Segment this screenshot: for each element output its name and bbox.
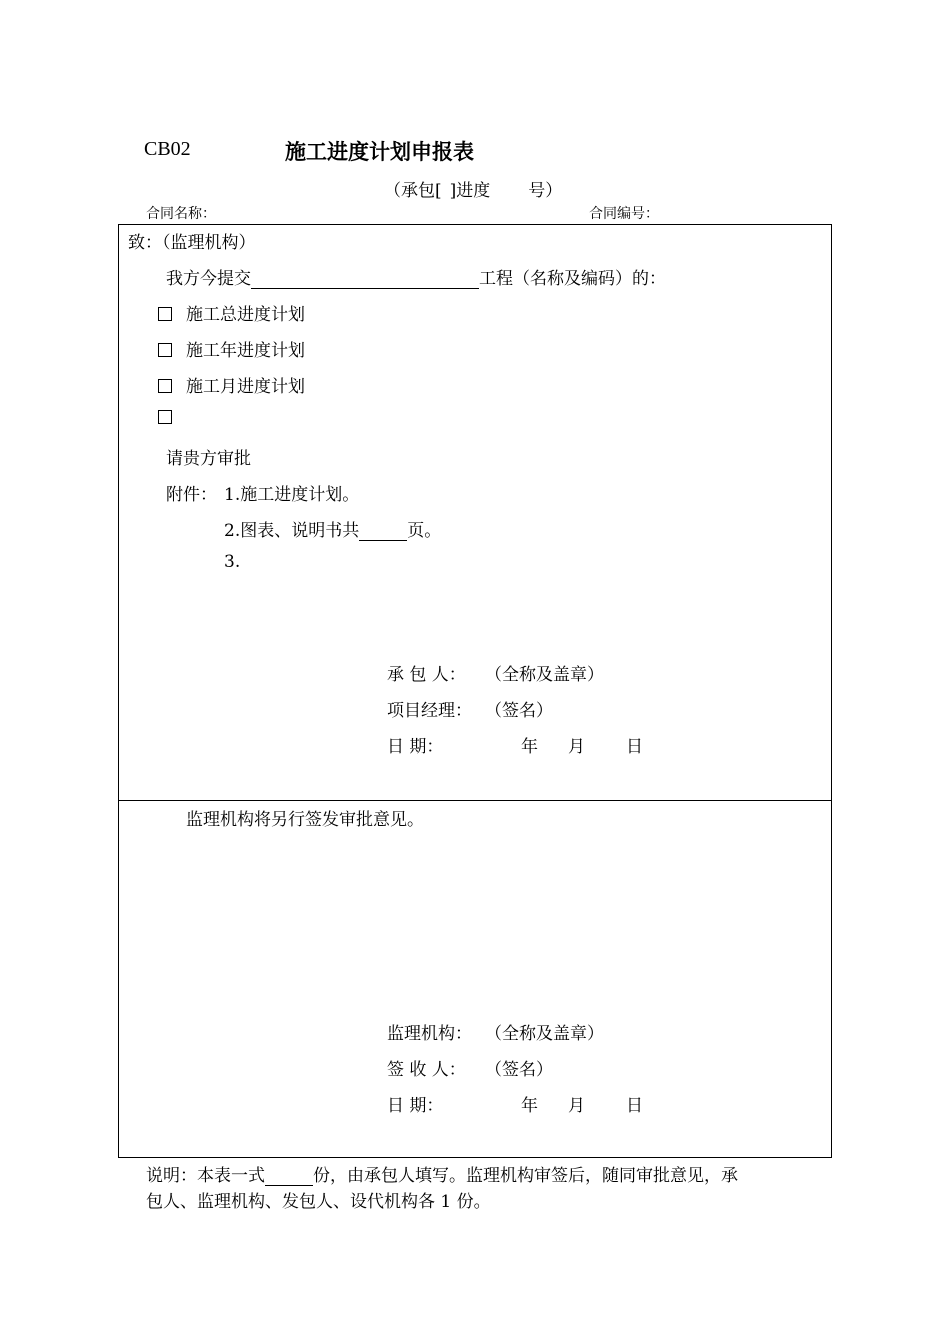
receiver-label: 签 收 人： xyxy=(387,1060,466,1080)
contract-no-label: 合同编号： xyxy=(589,206,659,222)
subtitle-mid: ]进度 xyxy=(449,181,491,201)
option-label: 施工总进度计划 xyxy=(186,305,305,325)
date-day: 日 xyxy=(626,737,643,757)
checkbox-icon[interactable] xyxy=(158,379,172,393)
receiver-value: （签名） xyxy=(485,1060,553,1080)
contract-name-label: 合同名称： xyxy=(146,206,216,222)
attachment-1: 1.施工进度计划。 xyxy=(224,485,360,505)
note-line-1 xyxy=(146,1161,738,1186)
checkbox-icon[interactable] xyxy=(158,410,172,424)
project-name-field[interactable] xyxy=(251,271,479,289)
attachment-label: 附件： xyxy=(166,485,217,505)
subtitle-suffix: 号） xyxy=(528,181,563,201)
option-row[interactable] xyxy=(158,408,186,428)
note-line-2: 包人、监理机构、发包人、设代机构各 1 份。 xyxy=(146,1192,491,1212)
form-subtitle xyxy=(384,176,562,201)
review-opinion: 监理机构将另行签发审批意见。 xyxy=(186,810,424,830)
date-label: 日 期： xyxy=(387,1096,444,1116)
supervisor-label: 监理机构： xyxy=(387,1024,472,1044)
to-label: 致：（监理机构） xyxy=(128,233,256,253)
form-code: CB02 xyxy=(144,138,191,160)
form-title: 施工进度计划申报表 xyxy=(285,139,474,164)
option-label: 施工月进度计划 xyxy=(186,377,305,397)
option-row[interactable] xyxy=(158,372,305,397)
date-year: 年 xyxy=(521,1096,538,1116)
attachment-2-prefix: 2.图表、说明书共 xyxy=(224,521,360,541)
date-month: 月 xyxy=(568,1096,585,1116)
date-year: 年 xyxy=(521,737,538,757)
date-label: 日 期： xyxy=(387,737,444,757)
manager-label: 项目经理： xyxy=(387,701,472,721)
manager-value: （签名） xyxy=(485,701,553,721)
supervisor-value: （全称及盖章） xyxy=(485,1024,604,1044)
attachment-3: 3. xyxy=(224,552,241,572)
request-text: 请贵方审批 xyxy=(166,449,251,469)
submit-prefix: 我方今提交 xyxy=(166,269,251,289)
checkbox-icon[interactable] xyxy=(158,307,172,321)
contractor-label: 承 包 人： xyxy=(387,665,466,685)
submit-line xyxy=(166,264,666,289)
attachment-2 xyxy=(224,516,441,541)
date-day: 日 xyxy=(626,1096,643,1116)
note-prefix: 说明：本表一式 xyxy=(146,1166,265,1186)
page-count-field[interactable] xyxy=(359,523,407,541)
option-row[interactable] xyxy=(158,300,305,325)
note-suffix: 份，由承包人填写。监理机构审签后，随同审批意见，承 xyxy=(313,1166,738,1186)
submit-suffix: 工程（名称及编码）的： xyxy=(479,269,666,289)
attachment-2-suffix: 页。 xyxy=(407,521,442,541)
copies-field[interactable] xyxy=(265,1168,313,1186)
checkbox-icon[interactable] xyxy=(158,343,172,357)
review-section xyxy=(118,800,832,1158)
contractor-value: （全称及盖章） xyxy=(485,665,604,685)
option-row[interactable] xyxy=(158,336,305,361)
subtitle-prefix: （承包[ xyxy=(384,181,442,201)
date-month: 月 xyxy=(568,737,585,757)
option-label: 施工年进度计划 xyxy=(186,341,305,361)
